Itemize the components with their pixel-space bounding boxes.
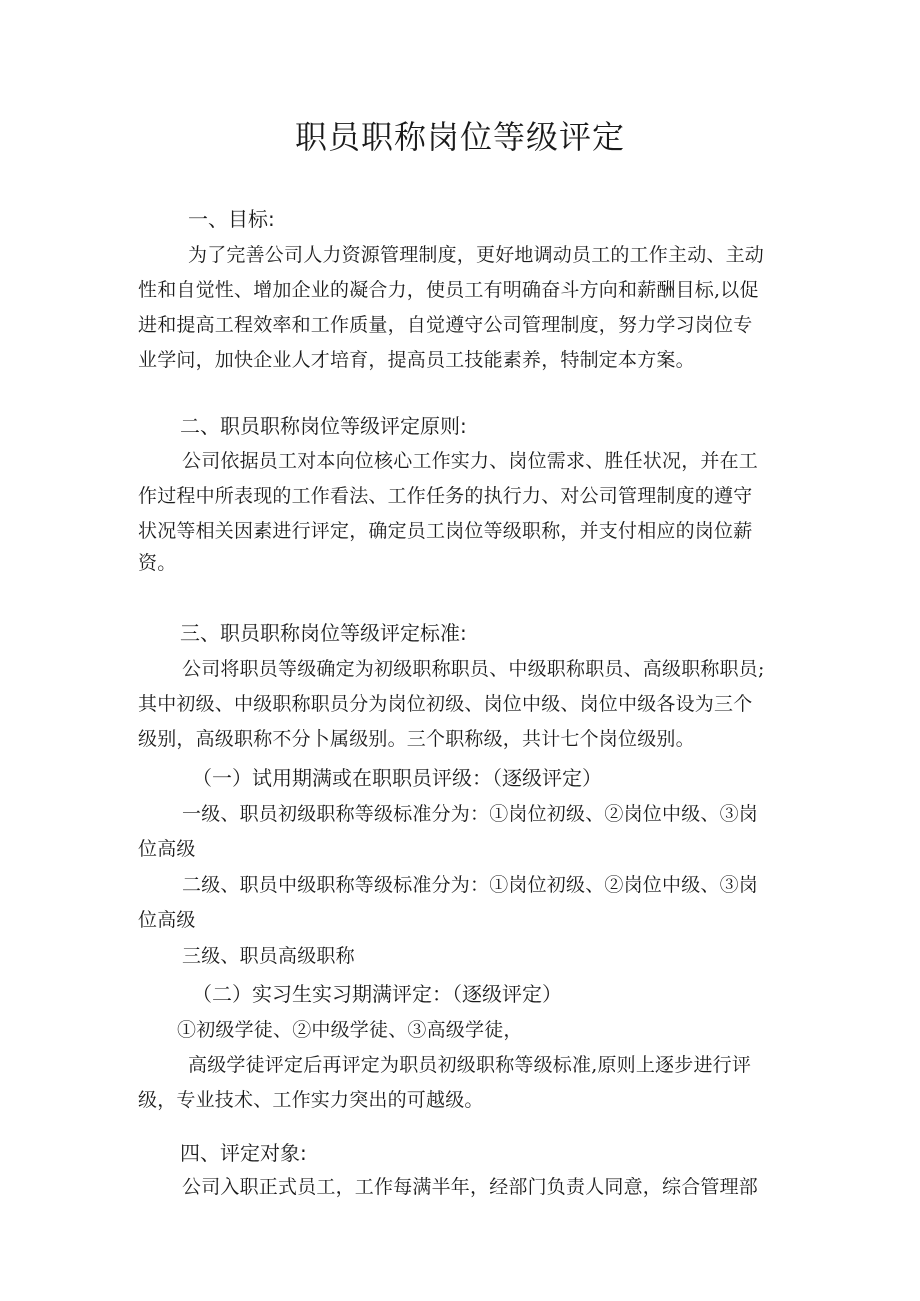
paragraph-line: 公司将职员等级确定为初级职称职员、中级职称职员、高级职称职员; xyxy=(182,658,765,680)
paragraph-line: 级别，高级职称不分卜属级别。三个职称级，共计七个岗位级别。 xyxy=(138,728,695,750)
section-heading-target: 四、评定对象: xyxy=(180,1141,307,1165)
paragraph-line: 性和自觉性、增加企业的凝合力，使员工有明确奋斗方向和薪酬目标,以促 xyxy=(138,279,759,301)
paragraph-line: 为了完善公司人力资源管理制度，更好地调动员工的工作主动、主动 xyxy=(188,244,765,266)
paragraph-line: 级，专业技术、工作实力突出的可越级。 xyxy=(138,1089,484,1111)
paragraph-line: 资。 xyxy=(138,552,177,574)
document-title: 职员职称岗位等级评定 xyxy=(294,118,625,156)
paragraph-line: 一级、职员初级职称等级标准分为：①岗位初级、②岗位中级、③岗 xyxy=(182,803,759,825)
paragraph-line: 业学问，加快企业人才培育，提高员工技能素养，特制定本方案。 xyxy=(138,349,695,371)
subsection-heading-staff-rating: （一）试用期满或在职职员评级：（逐级评定） xyxy=(192,766,602,790)
paragraph-line: 位高级 xyxy=(138,838,196,860)
paragraph-line: ①初级学徒、②中级学徒、③高级学徒， xyxy=(177,1019,523,1041)
paragraph-line: 进和提高工程效率和工作质量，自觉遵守公司管理制度，努力学习岗位专 xyxy=(138,314,753,336)
paragraph-line: 高级学徒评定后再评定为职员初级职称等级标准,原则上逐步进行评 xyxy=(188,1054,752,1076)
section-heading-principle: 二、职员职称岗位等级评定原则: xyxy=(180,414,467,438)
paragraph-line: 其中初级、中级职称职员分为岗位初级、岗位中级、岗位中级各设为三个 xyxy=(138,693,753,715)
paragraph-line: 二级、职员中级职称等级标准分为：①岗位初级、②岗位中级、③岗 xyxy=(182,874,759,896)
subsection-heading-intern-rating: （二）实习生实习期满评定：（逐级评定） xyxy=(192,982,562,1006)
paragraph-line: 状况等相关因素进行评定，确定员工岗位等级职称，并支付相应的岗位薪 xyxy=(138,520,753,542)
paragraph-line: 位高级 xyxy=(138,909,196,931)
section-heading-goal: 一、目标: xyxy=(188,207,275,231)
section-heading-standard: 三、职员职称岗位等级评定标准: xyxy=(180,621,467,645)
paragraph-line: 公司依据员工对本向位核心工作实力、岗位需求、胜任状况，并在工 xyxy=(182,450,759,472)
paragraph-line: 作过程中所表现的工作看法、工作任务的执行力、对公司管理制度的遵守 xyxy=(138,485,753,507)
paragraph-line: 公司入职正式员工，工作每满半年，经部门负责人同意，综合管理部 xyxy=(182,1176,759,1198)
paragraph-line: 三级、职员高级职称 xyxy=(182,945,355,967)
